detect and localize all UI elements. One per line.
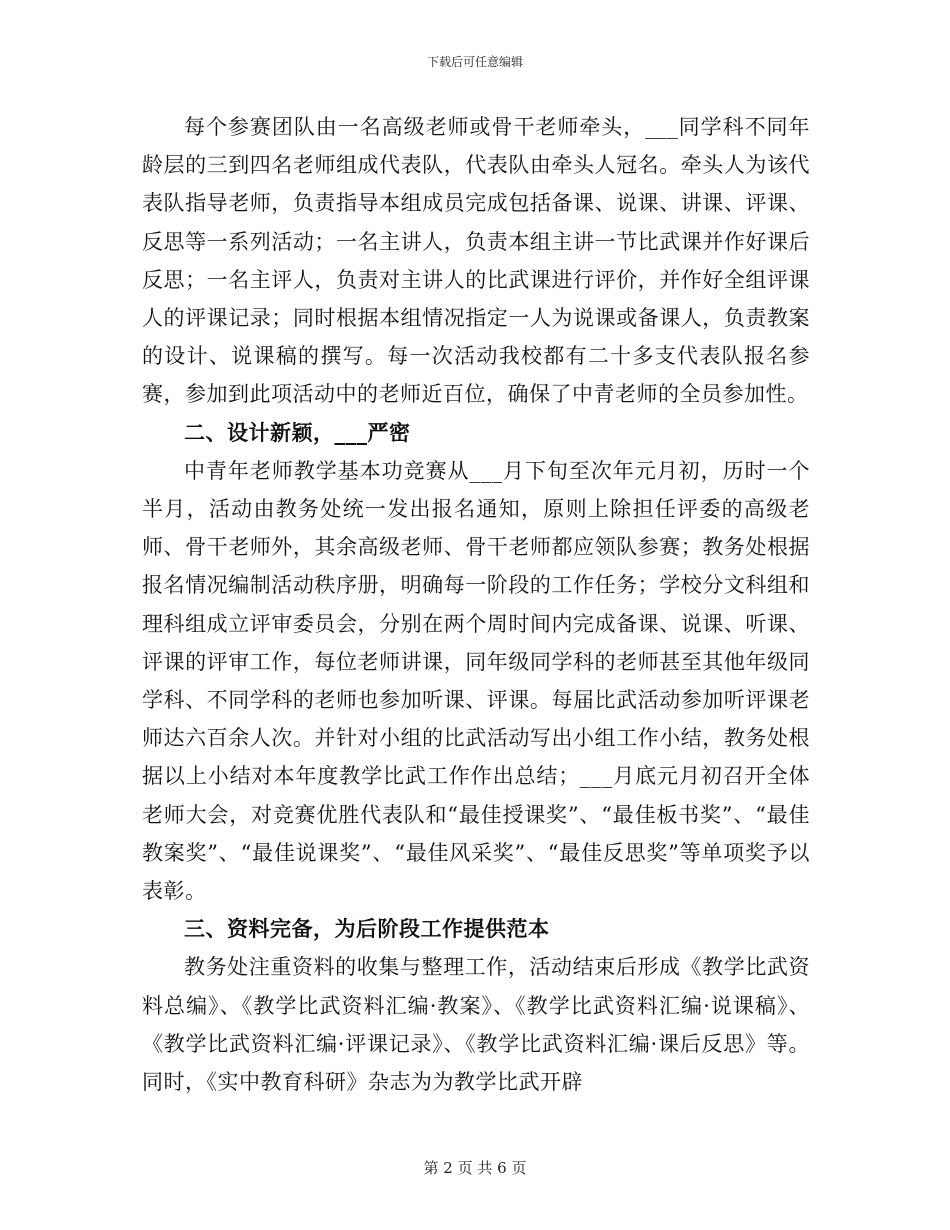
page-footer-number: 第 2 页 共 6 页 [423, 1159, 527, 1177]
section-heading-3: 三、资料完备，为后阶段工作提供范本 [184, 916, 550, 942]
body-paragraph-3: 教务处注重资料的收集与整理工作，活动结束后形成《教学比武资料总编》、《教学比武资料汇编·教案》、《教学比武资料汇编·说课稿》、《教学比武资料汇编·评课记录》、《教学比武资料汇编·课后反思》等。同时，《实中教育科研》杂志为为教学比武开辟 [142, 955, 810, 1095]
page-header: 下载后可任意编辑 [426, 55, 523, 69]
body-paragraph-2: 中青年老师教学基本功竞赛从___月下旬至次年元月初，历时一个半月，活动由教务处统一发出报名通知，原则上除担任评委的高级老师、骨干老师外，其余高级老师、骨干老师都应领队参赛；教务处根据报名情况编制活动秩序册，明确每一阶段的工作任务；学校分文科组和理科组成立评审委员会，分别在两个周时间内完成备课、说课、听课、评课的评审工作，每位老师讲课，同年级同学科的老师甚至其他年级同学科、不同学科的老师也参加听课、评课。每届比武活动参加听评课老师达六百余人次。并针对小组的比武活动写出小组工作小结，教务处根据以上小结对本年度教学比武工作作出总结；___月底元月初召开全体老师大会，对竞赛优胜代表队和“最佳授课奖”、“最佳板书奖”、“最佳教案奖”、“最佳说课奖”、“最佳风采奖”、“最佳反思奖”等单项奖予以表彰。 [142, 458, 810, 904]
body-paragraph-1: 每个参赛团队由一名高级老师或骨干老师牵头，___同学科不同年龄层的三到四名老师组成代表队，代表队由牵头人冠名。牵头人为该代表队指导老师，负责指导本组成员完成包括备课、说课、讲课、评课、反思等一系列活动；一名主讲人，负责本组主讲一节比武课并作好课后反思；一名主评人，负责对主讲人的比武课进行评价，并作好全组评课人的评课记录；同时根据本组情况指定一人为说课或备课人，负责教案的设计、说课稿的撰写。每一次活动我校都有二十多支代表队报名参赛，参加到此项活动中的老师近百位，确保了中青老师的全员参加性。 [142, 115, 810, 407]
document-body [142, 108, 810, 1101]
section-heading-2: 二、设计新颖，___严密 [184, 419, 411, 445]
